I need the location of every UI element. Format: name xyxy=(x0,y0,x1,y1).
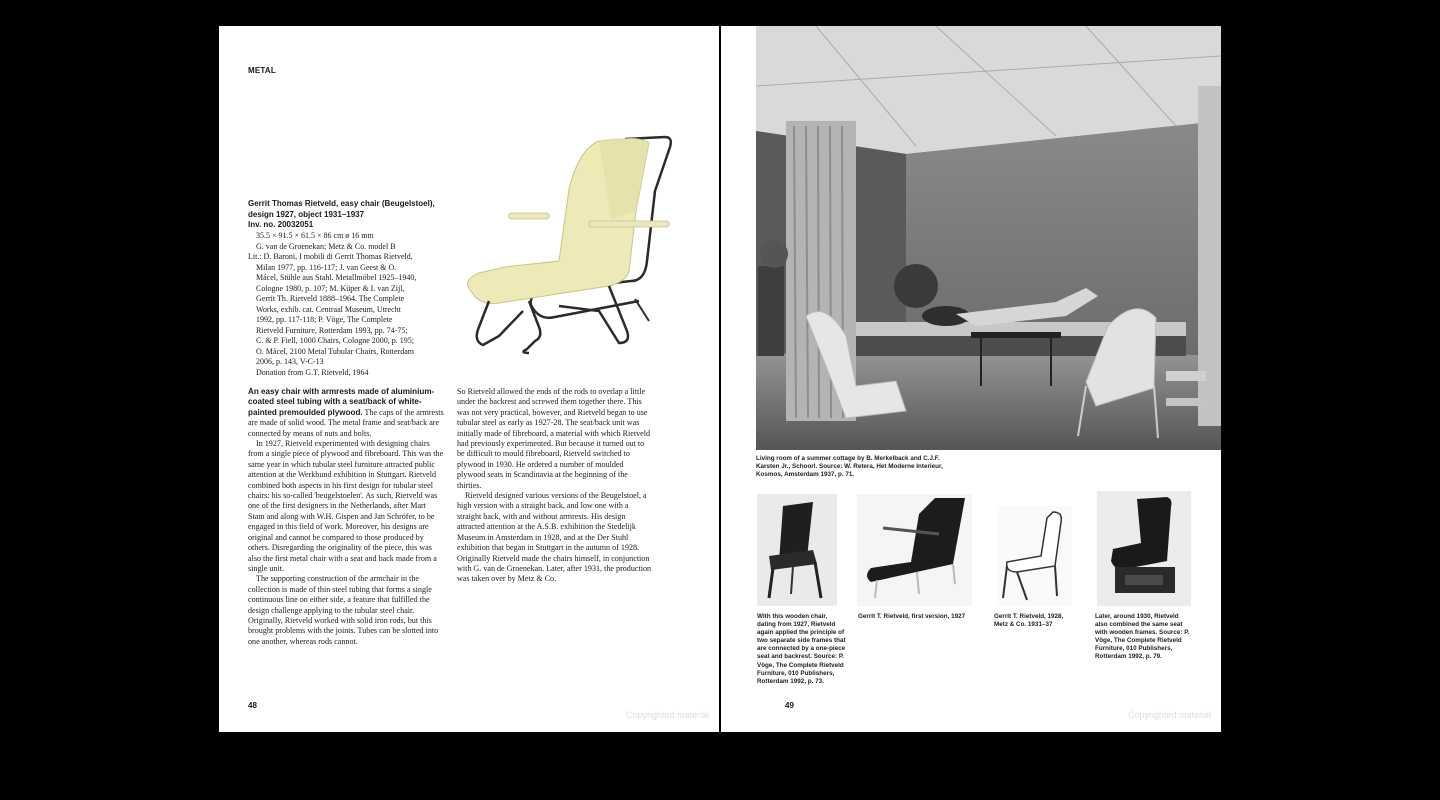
meta-donation: Donation from G.T. Rietveld, 1964 xyxy=(256,367,369,377)
paragraph-rest: The caps of the armrests are made of solid wood. The metal frame and seat/back are connected by means of nuts and bolts. xyxy=(248,407,444,438)
meta-lit-line: Gerrit Th. Rietveld 1888–1964. The Complete xyxy=(256,294,405,303)
section-label: METAL xyxy=(248,66,276,75)
meta-maker: G. van de Groenekan; Metz & Co. model B xyxy=(256,241,396,251)
caption-title: Gerrit Thomas Rietveld, easy chair (Beugelstoel), xyxy=(248,199,435,208)
meta-lit-line: Cologne 1980, p. 107; M. Küper & I. van Zijl, xyxy=(256,283,405,293)
meta-lit: Lit.: D. Baroni, I mobili di Gerrit Thomas Rietveld, xyxy=(248,252,413,261)
meta-lit-line: Milan 1977, pp. 116-117; J. van Geest & O. xyxy=(256,262,397,272)
left-page xyxy=(219,26,719,732)
meta-lit-line: 1992, pp. 117-118; P. Vöge, The Complete xyxy=(256,315,393,324)
caption-inventory: Inv. no. 20032051 xyxy=(248,220,314,229)
caption-date: design 1927, object 1931–1937 xyxy=(248,209,365,219)
meta-dimensions: 35.5 × 91.5 × 61.5 × 86 cm ø 16 mm xyxy=(256,231,374,240)
beugelstoel-chair-photo xyxy=(459,131,689,361)
page-number: 48 xyxy=(248,701,257,710)
thumb-caption-2: Gerrit T. Rietveld, first version, 1927 xyxy=(858,613,966,620)
watermark: Copyrighted material xyxy=(626,710,710,720)
first-version-chair-photo xyxy=(857,494,972,606)
wooden-frame-chair-photo xyxy=(1097,491,1191,606)
interior-photo-caption: Living room of a summer cottage by B. Merkelback and C.J.F. Karsten Jr., Schoorl. Source: W. Retera, Het Moderne Interieur, Kosmos, Amsterdam 1937, p. 71. xyxy=(756,455,943,479)
1928-chair-photo xyxy=(997,506,1072,606)
thumb-caption-4: Later, around 1930, Rietveld also combined the same seat with wooden frames. Source: P. Vöge, The Complete Rietveld Furniture, 010 Publishers, Rotterdam 1992, p. 79. xyxy=(1095,613,1190,661)
wooden-chair-photo xyxy=(757,494,837,606)
paragraph: Rietveld designed various versions of the Beugelstoel, a high version with a straight back, and low one with a straight back, with and without armrests. His design attracted attention at the A.S.B. exhibition the Stedelijk Museum in Amsterdam in 1928, and at the Der Stuhl exhibition that began in Stuttgart in the autumn of 1928. Originally Rietveld made the chairs himself, in conjunction with G. van de Groenekan. Later, after 1931, the production was taken over by Metz & Co. xyxy=(457,491,652,584)
paragraph: So Rietveld allowed the ends of the rods to overlap a little under the backrest and screwed them together there. This was not very practical, however, and Rietveld began to use tubular steel as early as 1927-28. The seat/back unit was initially made of fibreboard, a material with which Rietveld had previously experimented. But because it turned out to be difficult to mould fibreboard, Rietveld switched to plywood in 1930. He ordered a number of moulded plywood seats in Scandinavia at the beginning of the thirties. xyxy=(457,387,651,490)
meta-lit-line: C. & P. Fiell, 1000 Chairs, Cologne 2000, p. 195; xyxy=(256,336,415,345)
paragraph xyxy=(248,387,444,439)
meta-lit-line: O. Mácel, 2100 Metal Tubular Chairs, Rotterdam xyxy=(256,346,414,356)
body-column-2 xyxy=(457,387,653,585)
thumb-caption-3: Gerrit T. Rietveld, 1928, Metz & Co. 1931–37 xyxy=(994,613,1064,629)
paragraph: In 1927, Rietveld experimented with designing chairs from a single piece of plywood and fibreboard. This was the same year in which tubular steel furniture attracted public attention at the Werkbund exhibition in Stuttgart. Rietveld combined both aspects in his first design for tubular steel chairs: his so-called 'beugelstoelen'. As such, Rietveld was one of the first designers in the Netherlands, after Mart Stam and along with W.H. Gispen and Jan Schröfer, to be engaged in this field of work. Moreover, his designs are original and cannot be compared to those produced by others. Disregarding the originality of the piece, this was also the first metal chair with a seat and back made from a single unit. xyxy=(248,439,444,573)
body-column-1 xyxy=(248,387,444,647)
thumb-caption-1: With this wooden chair, dating from 1927, Rietveld again applied the principle of two separate side frames that are connected by a one-piece seat and backrest. Source: P. Vöge, The Complete Rietveld Furniture, 010 Publishers, Rotterdam 1992, p. 73. xyxy=(757,613,846,685)
meta-lit-line: Rietveld Furniture, Rotterdam 1993, pp. 74-75; xyxy=(256,325,408,335)
interior-photo xyxy=(756,26,1221,450)
right-page xyxy=(721,26,1221,732)
watermark: Copyrighted material xyxy=(1128,710,1212,720)
object-metadata xyxy=(248,231,458,378)
lead-text: An easy chair with armrests made of aluminium-coated steel tubing with a seat/back of white-painted premoulded plywood. xyxy=(248,387,435,417)
paragraph: The supporting construction of the armchair in the collection is made of thin steel tubing that forms a single continuous line on either side, a feature that fulfilled the design challenge applying to the tubular steel chair. Originally, Rietveld worked with solid iron rods, but this brought problems with the joints. Tubes can be slotted into one another, whereas rods cannot. xyxy=(248,574,439,646)
meta-lit-line: Works, exhib. cat. Centraal Museum, Utrecht xyxy=(256,304,401,314)
meta-lit-line: 2006, p. 143, V-C-13 xyxy=(256,357,324,366)
object-caption-heading xyxy=(248,199,458,231)
page-number: 49 xyxy=(785,701,794,710)
meta-lit-line: Mácel, Stühle aus Stahl. Metallmöbel 1925–1940, xyxy=(256,273,417,282)
